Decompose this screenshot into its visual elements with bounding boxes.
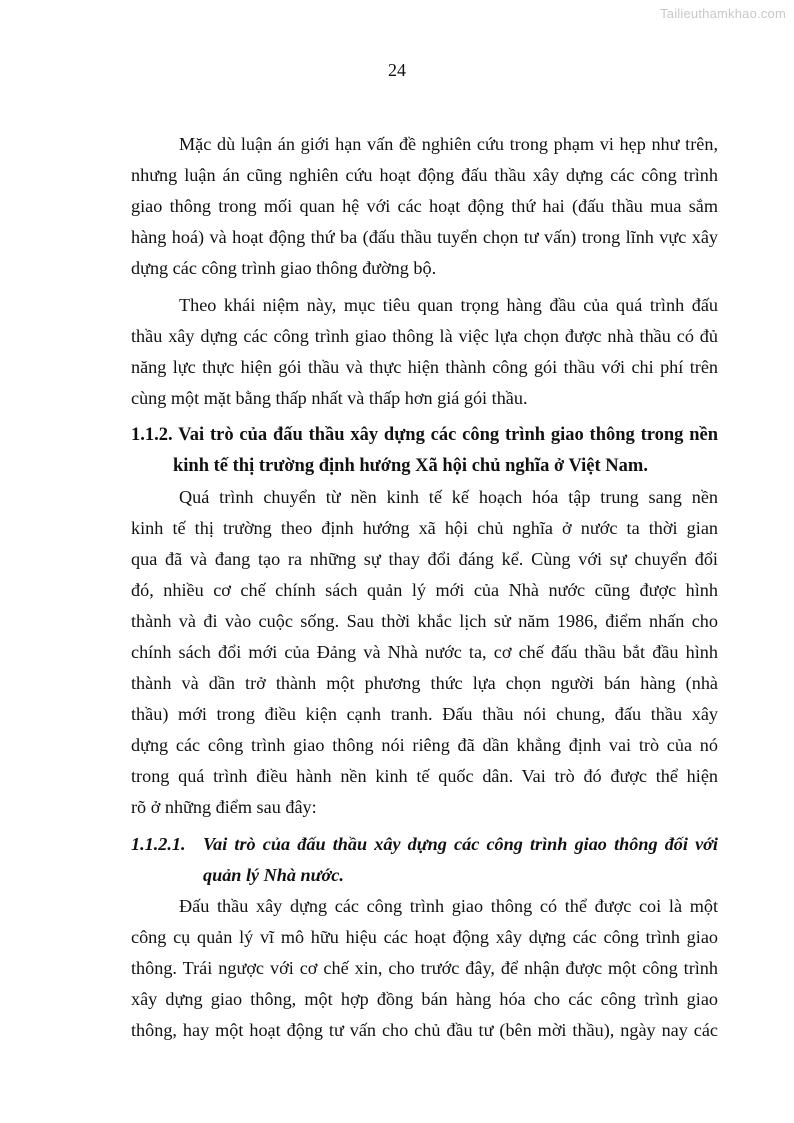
text-line: thành và dần trở thành một phương thức lựa chọn người bán hàng (nhà bbox=[131, 673, 718, 693]
paragraph-4 bbox=[131, 891, 718, 1046]
section-heading-1-1-2 bbox=[131, 420, 718, 482]
text-line: thành và đi vào cuộc sống. Sau thời khắc lịch sử năm 1986, điểm nhấn cho bbox=[131, 611, 718, 631]
text-line: Quá trình chuyển từ nền kinh tế kế hoạch hóa tập trung sang nền bbox=[179, 487, 718, 507]
text-line: qua đã và đang tạo ra những sự thay đổi đáng kể. Cùng với sự chuyển đổi bbox=[131, 549, 718, 569]
heading-line: 1.1.2. Vai trò của đấu thầu xây dựng các công trình giao thông trong nền bbox=[131, 425, 718, 445]
text-line: thầu xây dựng các công trình giao thông là việc lựa chọn được nhà thầu có đủ bbox=[131, 326, 718, 346]
text-line: thông, hay một hoạt động tư vấn cho chủ đầu tư (bên mời thầu), ngày nay các bbox=[131, 1020, 718, 1040]
text-line: xây dựng giao thông, một hợp đồng bán hàng hóa cho các công trình giao bbox=[131, 989, 718, 1009]
text-line: công cụ quản lý vĩ mô hữu hiệu các hoạt động xây dựng các công trình giao bbox=[131, 927, 718, 947]
text-line: nhưng luận án cũng nghiên cứu hoạt động đấu thầu xây dựng các công trình bbox=[131, 165, 718, 185]
text-line: Mặc dù luận án giới hạn vấn đề nghiên cứu trong phạm vi hẹp như trên, bbox=[179, 134, 718, 154]
text-line: rõ ở những điểm sau đây: bbox=[131, 797, 317, 817]
paragraph-3 bbox=[131, 482, 718, 823]
text-line: giao thông trong mối quan hệ với các hoạt động thứ hai (đấu thầu mua sắm bbox=[131, 196, 718, 216]
text-line: dựng các công trình giao thông nói riêng đã dần khẳng định vai trò của nó bbox=[131, 735, 718, 755]
heading-line: kinh tế thị trường định hướng Xã hội chủ nghĩa ở Việt Nam. bbox=[173, 456, 648, 476]
text-line: đó, nhiều cơ chế chính sách quản lý mới của Nhà nước cũng được hình bbox=[131, 580, 718, 600]
watermark: Tailieuthamkhao.com bbox=[660, 6, 786, 21]
text-line: kinh tế thị trường theo định hướng xã hội chủ nghĩa ở nước ta thời gian bbox=[131, 518, 718, 538]
text-line: trong quá trình điều hành nền kinh tế quốc dân. Vai trò đó được thể hiện bbox=[131, 766, 718, 786]
heading-number: 1.1.2.1. bbox=[131, 834, 186, 854]
text-line: chính sách đổi mới của Đảng và Nhà nước ta, cơ chế đấu thầu bắt đầu hình bbox=[131, 642, 718, 662]
text-line: Đấu thầu xây dựng các công trình giao thông có thể được coi là một bbox=[179, 896, 718, 916]
heading-text: Vai trò của đấu thầu xây dựng các công trình giao thông đối với bbox=[203, 834, 718, 854]
text-line: dựng các công trình giao thông đường bộ. bbox=[131, 258, 437, 278]
text-line: thầu) mới trong điều kiện cạnh tranh. Đấu thầu nói chung, đấu thầu xây bbox=[131, 704, 718, 724]
page-number: 24 bbox=[388, 60, 406, 80]
paragraph-1 bbox=[131, 129, 718, 284]
heading-line: quản lý Nhà nước. bbox=[203, 865, 344, 885]
text-line: cùng một mặt bằng thấp nhất và thấp hơn giá gói thầu. bbox=[131, 388, 528, 408]
section-heading-1-1-2-1 bbox=[131, 829, 718, 891]
paragraph-2 bbox=[131, 290, 718, 414]
text-line: năng lực thực hiện gói thầu và thực hiện thành công gói thầu với chi phí trên bbox=[131, 357, 718, 377]
text-line: thông. Trái ngược với cơ chế xin, cho trước đây, để nhận được một công trình bbox=[131, 958, 718, 978]
text-line: hàng hoá) và hoạt động thứ ba (đấu thầu tuyển chọn tư vấn) trong lĩnh vực xây bbox=[131, 227, 718, 247]
heading-line bbox=[131, 829, 718, 860]
text-line: Theo khái niệm này, mục tiêu quan trọng hàng đầu của quá trình đấu bbox=[179, 295, 718, 315]
document-body bbox=[131, 129, 718, 1052]
